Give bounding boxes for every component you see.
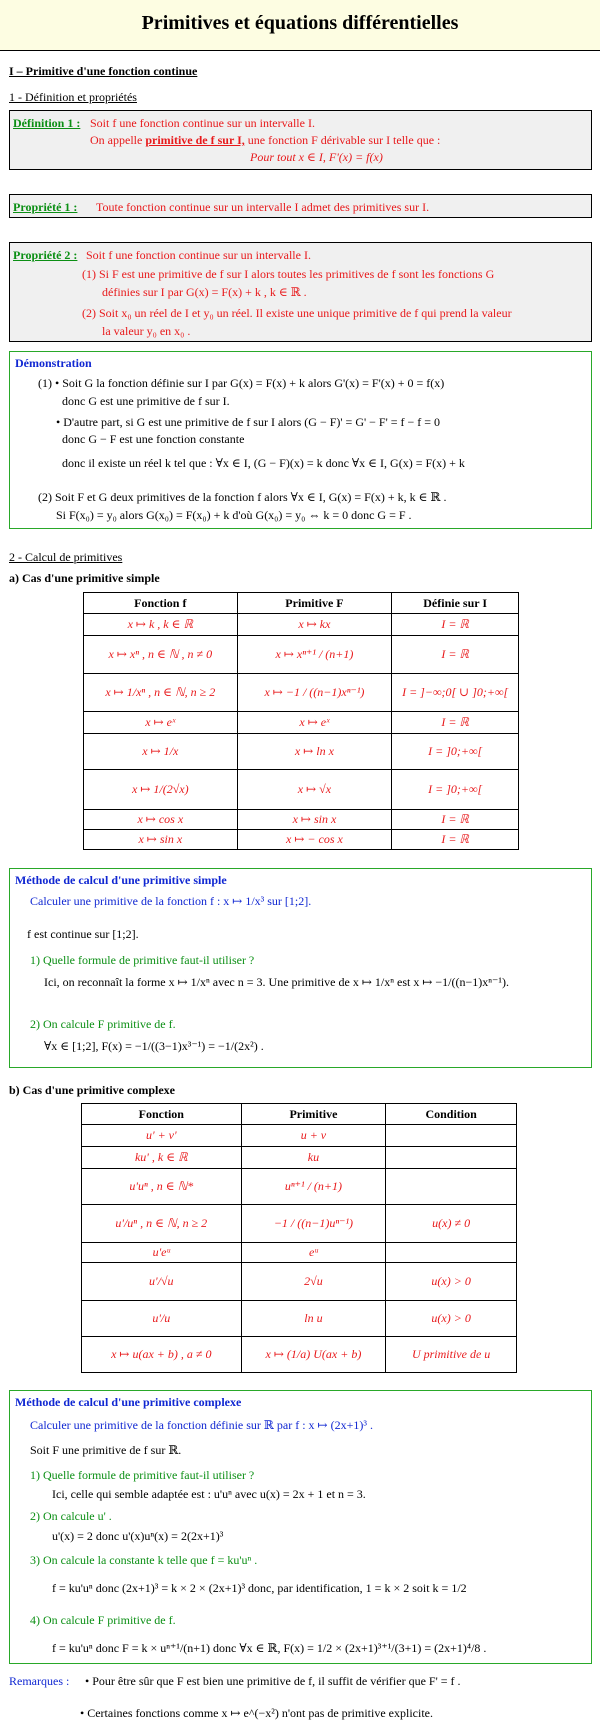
- table-cell: I = ]0;+∞[: [392, 770, 519, 810]
- demonstration-label: Démonstration: [15, 356, 92, 370]
- table-cell: eᵘ: [241, 1243, 386, 1263]
- demonstration-line-5: donc il existe un réel k tel que : ∀x ∈ I, (G − F)(x) = k donc ∀x ∈ I, G(x) = F(x) + k: [62, 456, 465, 470]
- table-row: [84, 830, 519, 850]
- table-header: Définie sur I: [392, 593, 519, 614]
- property-2-box: [9, 242, 592, 342]
- definition-term: primitive de f sur I,: [145, 133, 245, 147]
- method-title: Méthode de calcul d'une primitive complexe: [15, 1395, 242, 1409]
- table-row: [82, 1243, 517, 1263]
- method-simple-box: [9, 868, 592, 1068]
- table-cell: x ↦ xⁿ , n ∈ ℕ , n ≠ 0: [84, 636, 238, 674]
- table-cell: I = ℝ: [392, 810, 519, 830]
- method-answer: f = ku'uⁿ donc (2x+1)³ = k × 2 × (2x+1)³ donc, par identification, 1 = k × 2 soit k = 1/2: [52, 1581, 467, 1595]
- table-row: [82, 1263, 517, 1301]
- property-2-label: Propriété 2 :: [13, 248, 78, 262]
- table-cell: x ↦ sin x: [237, 810, 392, 830]
- method-question: 1) Quelle formule de primitive faut-il utiliser ?: [30, 953, 255, 967]
- table-cell: u'eᵘ: [82, 1243, 242, 1263]
- table-cell: x ↦ −1 / ((n−1)xⁿ⁻¹): [237, 674, 392, 712]
- definition-line-1: Soit f une fonction continue sur un intervalle I.: [90, 116, 315, 130]
- table-cell: 2√u: [241, 1263, 386, 1301]
- table-cell: u'/√u: [82, 1263, 242, 1301]
- method-question: 3) On calcule la constante k telle que f = ku'uⁿ .: [30, 1553, 258, 1567]
- section-heading: I – Primitive d'une fonction continue: [9, 64, 198, 78]
- title-bar: [0, 0, 600, 51]
- table-cell: [386, 1125, 517, 1147]
- demonstration-line-7: Si F(x₀) = y₀ alors G(x₀) = F(x₀) + k d'où G(x₀) = y₀ ⇔ k = 0 donc G = F .: [56, 508, 412, 522]
- table-cell: u' + v': [82, 1125, 242, 1147]
- table-cell: ku: [241, 1147, 386, 1169]
- composite-primitives-table: [81, 1103, 517, 1373]
- definition-text: une fonction F dérivable sur I telle que :: [247, 133, 441, 147]
- table-cell: x ↦ eˣ: [84, 712, 238, 734]
- table-cell: [386, 1243, 517, 1263]
- table-cell: x ↦ u(ax + b) , a ≠ 0: [82, 1337, 242, 1373]
- table-cell: x ↦ 1/x: [84, 734, 238, 770]
- method-answer: Ici, celle qui semble adaptée est : u'uⁿ avec u(x) = 2x + 1 et n = 3.: [52, 1487, 366, 1501]
- table-row: [82, 1169, 517, 1205]
- primitives-table: [83, 592, 519, 850]
- table-row: [82, 1125, 517, 1147]
- table-cell: u + v: [241, 1125, 386, 1147]
- method-answer: u'(x) = 2 donc u'(x)uⁿ(x) = 2(2x+1)³: [52, 1529, 224, 1543]
- remark-1: • Pour être sûr que F est bien une primitive de f, il suffit de vérifier que F' = f .: [85, 1674, 461, 1688]
- table-cell: [386, 1169, 517, 1205]
- table-cell: I = ℝ: [392, 636, 519, 674]
- method-answer: ∀x ∈ [1;2], F(x) = −1/((3−1)x³⁻¹) = −1/(2x²) .: [44, 1039, 264, 1053]
- table-cell: x ↦ kx: [237, 614, 392, 636]
- table-cell: −1 / ((n−1)uⁿ⁻¹): [241, 1205, 386, 1243]
- table-cell: ku' , k ∈ ℝ: [82, 1147, 242, 1169]
- table-cell: x ↦ sin x: [84, 830, 238, 850]
- table-row: [84, 614, 519, 636]
- demonstration-box: [9, 351, 592, 529]
- property-2-line-4: (2) Soit x₀ un réel de I et y₀ un réel. Il existe une unique primitive de f qui prend la valeur: [82, 306, 512, 320]
- table-header: Condition: [386, 1104, 517, 1125]
- table-cell: I = ℝ: [392, 712, 519, 734]
- case-heading: a) Cas d'une primitive simple: [9, 571, 160, 585]
- method-line: f est continue sur [1;2].: [27, 927, 139, 941]
- subsection-heading: 2 - Calcul de primitives: [9, 550, 123, 564]
- case-heading: b) Cas d'une primitive complexe: [9, 1083, 175, 1097]
- table-row: [84, 674, 519, 712]
- method-line: Calculer une primitive de la fonction f : x ↦ 1/x³ sur [1;2].: [30, 894, 312, 908]
- table-cell: u'uⁿ , n ∈ ℕ*: [82, 1169, 242, 1205]
- table-cell: ln u: [241, 1301, 386, 1337]
- table-cell: x ↦ √x: [237, 770, 392, 810]
- demonstration-line-3: • D'autre part, si G est une primitive de f sur I alors (G − F)' = G' − F' = f − f = 0: [56, 415, 441, 429]
- table-row: [84, 810, 519, 830]
- table-cell: x ↦ ln x: [237, 734, 392, 770]
- table-cell: I = ]0;+∞[: [392, 734, 519, 770]
- table-cell: x ↦ (1/a) U(ax + b): [241, 1337, 386, 1373]
- remarks-label: Remarques :: [9, 1674, 70, 1688]
- table-header: Fonction f: [84, 593, 238, 614]
- method-question: 4) On calcule F primitive de f.: [30, 1613, 176, 1627]
- table-row: [84, 636, 519, 674]
- table-cell: x ↦ xⁿ⁺¹ / (n+1): [237, 636, 392, 674]
- table-cell: u(x) > 0: [386, 1301, 517, 1337]
- table-cell: u(x) ≠ 0: [386, 1205, 517, 1243]
- method-title: Méthode de calcul d'une primitive simple: [15, 873, 227, 887]
- definition-box: [9, 110, 592, 170]
- table-row: [82, 1301, 517, 1337]
- table-cell: [386, 1147, 517, 1169]
- page-title: Primitives et équations différentielles: [141, 12, 459, 34]
- table-cell: u(x) > 0: [386, 1263, 517, 1301]
- table-cell: x ↦ eˣ: [237, 712, 392, 734]
- method-line: Calculer une primitive de la fonction définie sur ℝ par f : x ↦ (2x+1)³ .: [30, 1418, 373, 1432]
- method-question: 1) Quelle formule de primitive faut-il utiliser ?: [30, 1468, 255, 1482]
- table-header: Fonction: [82, 1104, 242, 1125]
- table-row: [82, 1205, 517, 1243]
- method-question: 2) On calcule F primitive de f.: [30, 1017, 176, 1031]
- table-cell: uⁿ⁺¹ / (n+1): [241, 1169, 386, 1205]
- table-cell: x ↦ − cos x: [237, 830, 392, 850]
- property-2-line-5: la valeur y₀ en x₀ .: [102, 324, 191, 338]
- definition-text: On appelle: [90, 133, 143, 147]
- table-header: Primitive F: [237, 593, 392, 614]
- table-cell: u'/uⁿ , n ∈ ℕ, n ≥ 2: [82, 1205, 242, 1243]
- table-cell: I = ]−∞;0[ ∪ ]0;+∞[: [392, 674, 519, 712]
- property-2-line-1: Soit f une fonction continue sur un intervalle I.: [86, 248, 311, 262]
- table-cell: x ↦ k , k ∈ ℝ: [84, 614, 238, 636]
- remark-2: • Certaines fonctions comme x ↦ e^(−x²) n'ont pas de primitive explicite.: [80, 1706, 433, 1720]
- demonstration-line-6: (2) Soit F et G deux primitives de la fonction f alors ∀x ∈ I, G(x) = F(x) + k, k ∈ ℝ .: [38, 490, 447, 504]
- table-row: [84, 770, 519, 810]
- property-1-box: [9, 194, 592, 218]
- method-question: 2) On calcule u' .: [30, 1509, 112, 1523]
- table-cell: x ↦ 1/(2√x): [84, 770, 238, 810]
- demonstration-line-4: donc G − F est une fonction constante: [62, 432, 245, 446]
- method-answer: f = ku'uⁿ donc F = k × uⁿ⁺¹/(n+1) donc ∀x ∈ ℝ, F(x) = 1/2 × (2x+1)³⁺¹/(3+1) = (2x+1)⁴/8 .: [52, 1641, 487, 1655]
- subsection-heading: 1 - Définition et propriétés: [9, 90, 137, 104]
- method-answer: Ici, on reconnaît la forme x ↦ 1/xⁿ avec n = 3. Une primitive de x ↦ 1/xⁿ est x ↦ −1/((n−1)xⁿ⁻¹).: [44, 975, 509, 989]
- table-cell: x ↦ 1/xⁿ , n ∈ ℕ, n ≥ 2: [84, 674, 238, 712]
- demonstration-line-1: (1) • Soit G la fonction définie sur I par G(x) = F(x) + k alors G'(x) = F'(x) + 0 = f(x): [38, 376, 445, 390]
- demonstration-line-2: donc G est une primitive de f sur I.: [62, 394, 230, 408]
- table-row: [84, 734, 519, 770]
- table-row: [82, 1337, 517, 1373]
- definition-formula: Pour tout x ∈ I, F'(x) = f(x): [250, 150, 383, 164]
- table-cell: I = ℝ: [392, 614, 519, 636]
- definition-label: Définition 1 :: [13, 116, 81, 130]
- table-cell: U primitive de u: [386, 1337, 517, 1373]
- table-cell: I = ℝ: [392, 830, 519, 850]
- table-row: [82, 1147, 517, 1169]
- table-cell: x ↦ cos x: [84, 810, 238, 830]
- definition-line-2: [90, 133, 440, 148]
- property-2-line-2: (1) Si F est une primitive de f sur I alors toutes les primitives de f sont les fonctions G: [82, 267, 495, 281]
- table-header: Primitive: [241, 1104, 386, 1125]
- table-cell: u'/u: [82, 1301, 242, 1337]
- table-row: [84, 712, 519, 734]
- property-2-line-3: définies sur I par G(x) = F(x) + k , k ∈ ℝ .: [102, 285, 307, 299]
- property-1-label: Propriété 1 :: [13, 200, 78, 214]
- property-1-text: Toute fonction continue sur un intervalle I admet des primitives sur I.: [96, 200, 430, 214]
- method-complex-box: [9, 1390, 592, 1664]
- method-line: Soit F une primitive de f sur ℝ.: [30, 1443, 182, 1457]
